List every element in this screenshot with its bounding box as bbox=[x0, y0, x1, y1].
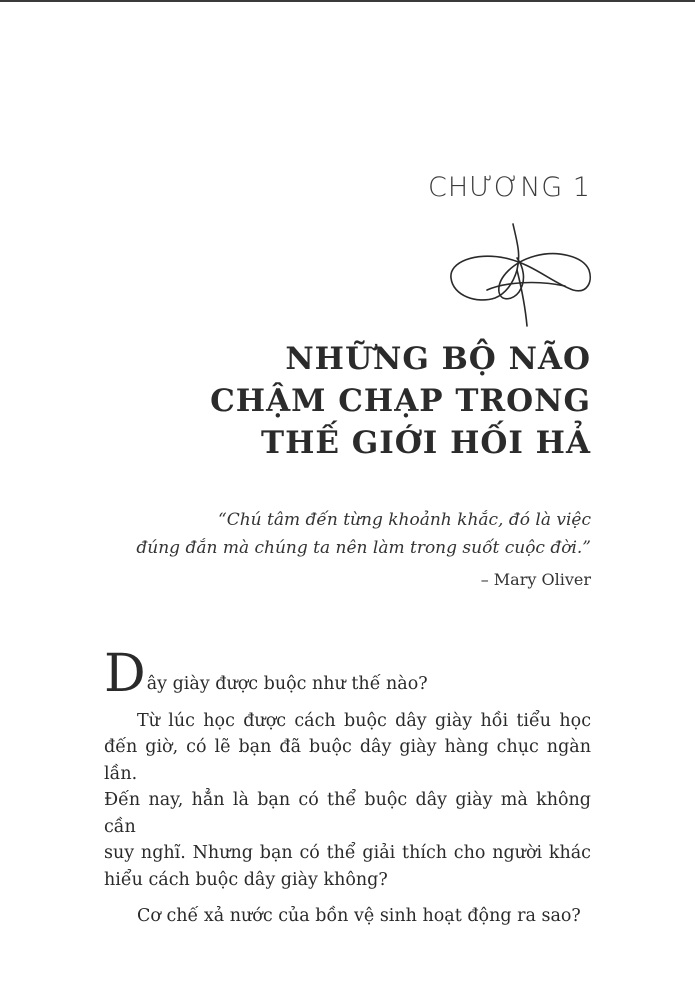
chapter-title-line: NHỮNG BỘ NÃO bbox=[285, 341, 591, 377]
knot-ornament-icon bbox=[447, 222, 595, 328]
paragraph-line: hiểu cách buộc dây giày không? bbox=[104, 869, 388, 890]
epigraph-quote bbox=[136, 506, 591, 562]
paragraph-line: Từ lúc học được cách buộc dây giày hồi tiểu học bbox=[137, 710, 591, 731]
chapter-title-line: CHẬM CHẠP TRONG bbox=[210, 383, 591, 419]
opening-question-text: ây giày được buộc như thế nào? bbox=[146, 674, 428, 694]
paragraph: Cơ chế xả nước của bồn vệ sinh hoạt động ra sao? bbox=[137, 906, 581, 926]
paragraph-line: Đến nay, hẳn là bạn có thể buộc dây giày mà không cần bbox=[104, 790, 591, 837]
chapter-title bbox=[210, 338, 591, 464]
body-text bbox=[104, 644, 591, 930]
chapter-label: CHƯƠNG 1 bbox=[428, 172, 591, 203]
chapter-title-line: THẾ GIỚI HỐI HẢ bbox=[261, 425, 591, 461]
epigraph-attribution: – Mary Oliver bbox=[480, 570, 591, 589]
paragraph-line: đến giờ, có lẽ bạn đã buộc dây giày hàng chục ngàn lần. bbox=[104, 737, 591, 784]
drop-cap: D bbox=[104, 644, 146, 704]
paragraph bbox=[104, 708, 591, 894]
top-rule bbox=[0, 0, 695, 2]
opening-question bbox=[104, 644, 591, 704]
epigraph-line: “Chú tâm đến từng khoảnh khắc, đó là việc bbox=[218, 510, 591, 530]
epigraph-line: đúng đắn mà chúng ta nên làm trong suốt cuộc đời.” bbox=[136, 538, 591, 558]
paragraph-line: suy nghĩ. Nhưng bạn có thể giải thích cho người khác bbox=[104, 843, 591, 863]
